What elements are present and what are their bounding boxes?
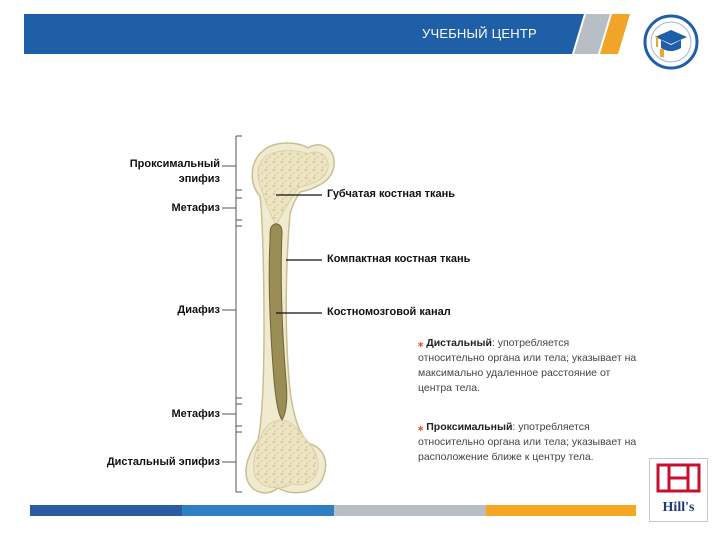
note-proximal	[418, 420, 638, 465]
footer-color-bar	[30, 505, 636, 516]
label-diaphysis: Диафиз	[177, 304, 220, 316]
label-text: Проксимальный эпифиз	[129, 158, 220, 185]
asterisk-icon: ⁎	[418, 421, 424, 433]
note-term: Проксимальный	[426, 421, 513, 433]
region-bracket	[222, 136, 242, 492]
label-compact-bone: Компактная костная ткань	[327, 253, 471, 265]
label-proximal-epiphysis	[100, 157, 220, 187]
label-distal-epiphysis: Дистальный эпифиз	[106, 456, 220, 468]
label-medullary-canal: Костномозговой канал	[327, 306, 451, 318]
note-text: : употребляется относительно органа или тела; указывает на расположение ближе к центру тела.	[418, 421, 637, 463]
svg-text:Hill's: Hill's	[662, 500, 695, 515]
label-metaphysis-top: Метафиз	[171, 202, 220, 214]
hills-logo-mark	[650, 459, 707, 521]
note-text: : употребляется относительно органа или тела; указывает на максимально удаленное расстояние от центра тела.	[418, 337, 637, 394]
label-spongy-bone: Губчатая костная ткань	[327, 188, 456, 200]
note-distal	[418, 336, 638, 396]
hills-logo	[649, 458, 708, 522]
note-term: Дистальный	[426, 337, 492, 349]
banner-title: УЧЕБНЫЙ ЦЕНТР	[422, 26, 537, 41]
asterisk-icon: ⁎	[418, 337, 424, 349]
label-metaphysis-bottom: Метафиз	[171, 408, 220, 420]
